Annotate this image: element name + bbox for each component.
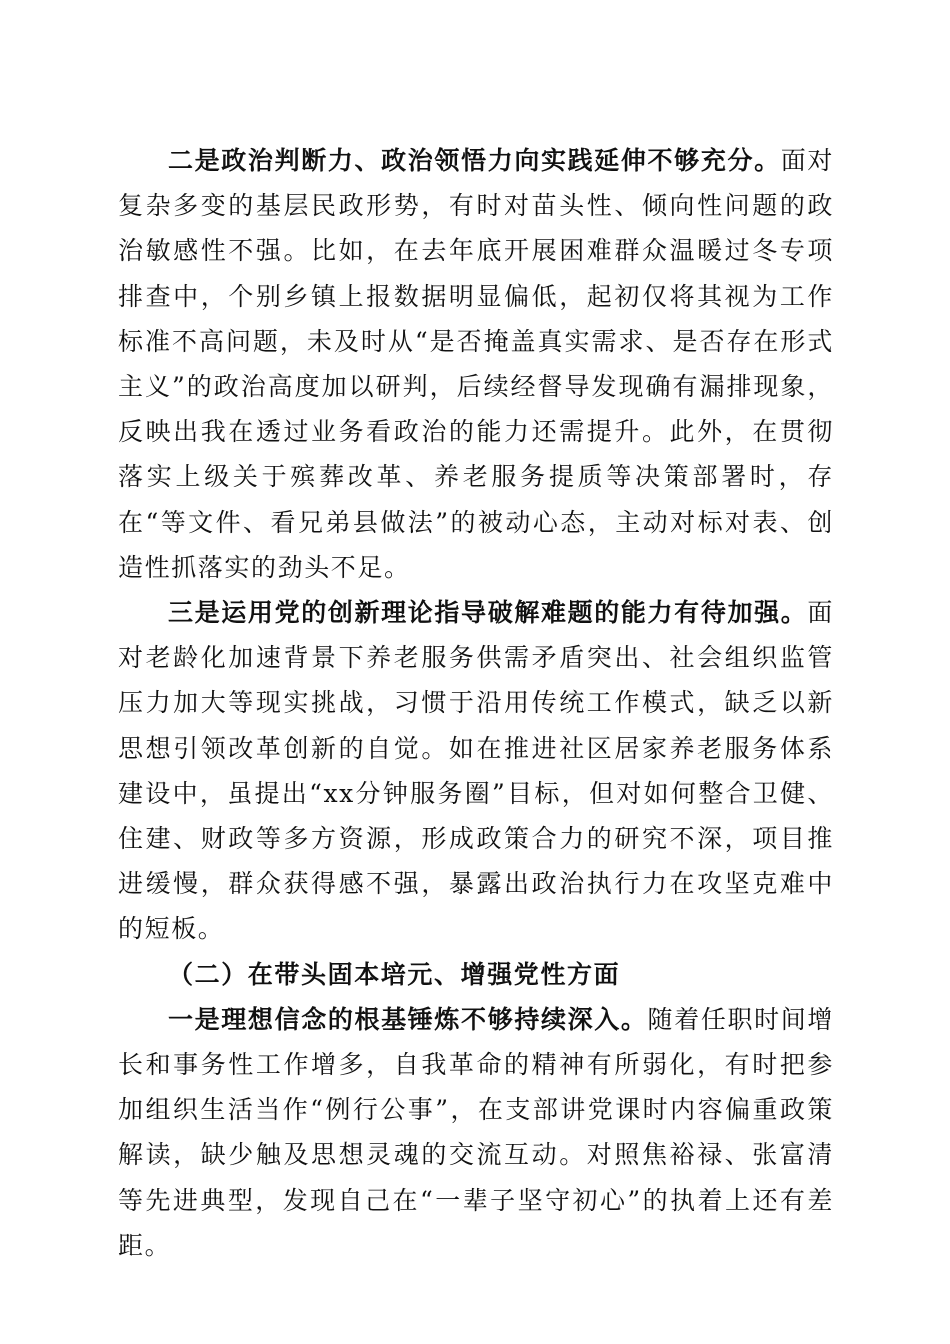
paragraph-ideals-beliefs (118, 997, 834, 1268)
document-body (118, 138, 834, 1268)
paragraph-innovation-theory (118, 590, 834, 952)
paragraph-text: 面对老龄化加速背景下养老服务供需矛盾突出、社会组织监管压力加大等现实挑战，习惯于沿用传统工作模式，缺乏以新思想引领改革创新的自觉。如在推进社区居家养老服务体系建设中，虽提出“xx分钟服务圈”目标，但对如何整合卫健、住建、财政等多方资源，形成政策合力的研究不深，项目推进缓慢，群众获得感不强，暴露出政治执行力在攻坚克难中的短板。 (118, 598, 834, 944)
paragraph-lead: 一是理想信念的根基锤炼不够持续深入。 (168, 1004, 648, 1034)
paragraph-political-judgment (118, 138, 834, 590)
paragraph-text: 随着任职时间增长和事务性工作增多，自我革命的精神有所弱化，有时把参加组织生活当作“例行公事”，在支部讲党课时内容偏重政策解读，缺少触及思想灵魂的交流互动。对照焦裕禄、张富清等先进典型，发现自己在“一辈子坚守初心”的执着上还有差距。 (118, 1004, 834, 1260)
section-heading: （二）在带头固本培元、增强党性方面 (168, 959, 621, 989)
paragraph-lead: 二是政治判断力、政治领悟力向实践延伸不够充分。 (168, 146, 781, 175)
paragraph-text: 面对复杂多变的基层民政形势，有时对苗头性、倾向性问题的政治敏感性不强。比如，在去年底开展困难群众温暖过冬专项排查中，个别乡镇上报数据明显偏低，起初仅将其视为工作标准不高问题，未及时从“是否掩盖真实需求、是否存在形式主义”的政治高度加以研判，后续经督导发现确有漏排现象，反映出我在透过业务看政治的能力还需提升。此外，在贯彻落实上级关于殡葬改革、养老服务提质等决策部署时，存在“等文件、看兄弟县做法”的被动心态，主动对标对表、创造性抓落实的劲头不足。 (118, 146, 834, 582)
paragraph-lead: 三是运用党的创新理论指导破解难题的能力有待加强。 (168, 598, 808, 628)
